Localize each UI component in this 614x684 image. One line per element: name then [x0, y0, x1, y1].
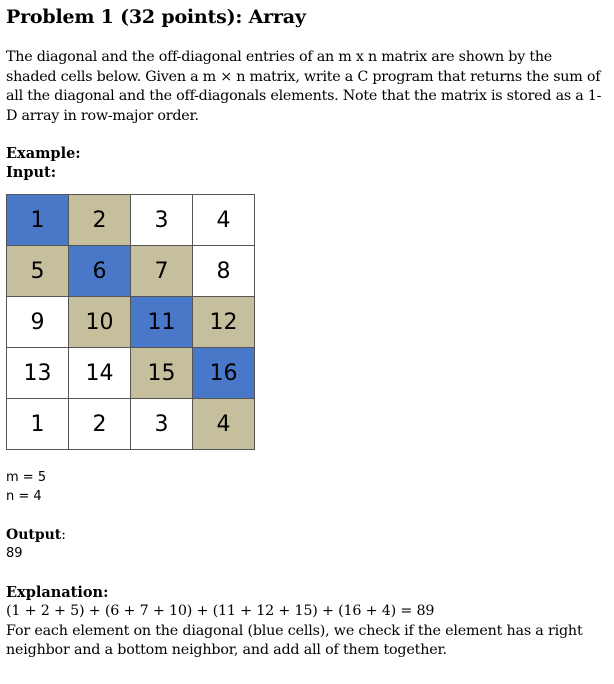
description-line: The diagonal and the off-diagonal entries of an m x n matrix are shown by the — [6, 49, 552, 65]
output-label: Output — [6, 527, 62, 543]
matrix-cell: 5 — [7, 246, 69, 297]
matrix-cell: 3 — [131, 195, 193, 246]
matrix-cell: 1 — [7, 195, 69, 246]
matrix-cell: 2 — [69, 399, 131, 450]
explanation-label: Explanation: — [6, 584, 109, 601]
output-colon: : — [61, 527, 66, 543]
matrix-cell: 10 — [69, 297, 131, 348]
matrix-cell: 11 — [131, 297, 193, 348]
m-value: m = 5 — [6, 470, 47, 485]
matrix-cell: 6 — [69, 246, 131, 297]
matrix-cell: 7 — [131, 246, 193, 297]
explanation-line: For each element on the diagonal (blue cells), we check if the element has a right — [6, 622, 583, 639]
explanation-text — [6, 602, 583, 661]
matrix-grid — [6, 194, 255, 450]
matrix-cell: 8 — [193, 246, 255, 297]
example-label: Example: — [6, 145, 81, 162]
description-line: shaded cells below. Given a m × n matrix, write a C program that returns the sum of — [6, 68, 601, 85]
matrix-cell: 12 — [193, 297, 255, 348]
matrix-cell: 15 — [131, 348, 193, 399]
description-line: all the diagonal and the off-diagonals elements. Note that the matrix is stored as a 1- — [6, 88, 602, 105]
explanation-line: (1 + 2 + 5) + (6 + 7 + 10) + (11 + 12 + 15) + (16 + 4) = 89 — [6, 603, 435, 619]
problem-description — [6, 48, 606, 127]
matrix-cell: 2 — [69, 195, 131, 246]
matrix-cell: 16 — [193, 348, 255, 399]
matrix-cell: 14 — [69, 348, 131, 399]
matrix-cell: 13 — [7, 348, 69, 399]
explanation-line: neighbor and a bottom neighbor, and add all of them together. — [6, 642, 447, 658]
output-value: 89 — [6, 546, 23, 561]
problem-title: Problem 1 (32 points): Array — [6, 6, 306, 28]
matrix-cell: 4 — [193, 399, 255, 450]
input-label: Input: — [6, 164, 57, 181]
matrix-cell: 3 — [131, 399, 193, 450]
matrix-cell: 4 — [193, 195, 255, 246]
matrix-cell: 1 — [7, 399, 69, 450]
output-heading — [6, 527, 66, 543]
matrix-cell: 9 — [7, 297, 69, 348]
n-value: n = 4 — [6, 489, 42, 504]
description-line: D array in row-major order. — [6, 108, 199, 125]
